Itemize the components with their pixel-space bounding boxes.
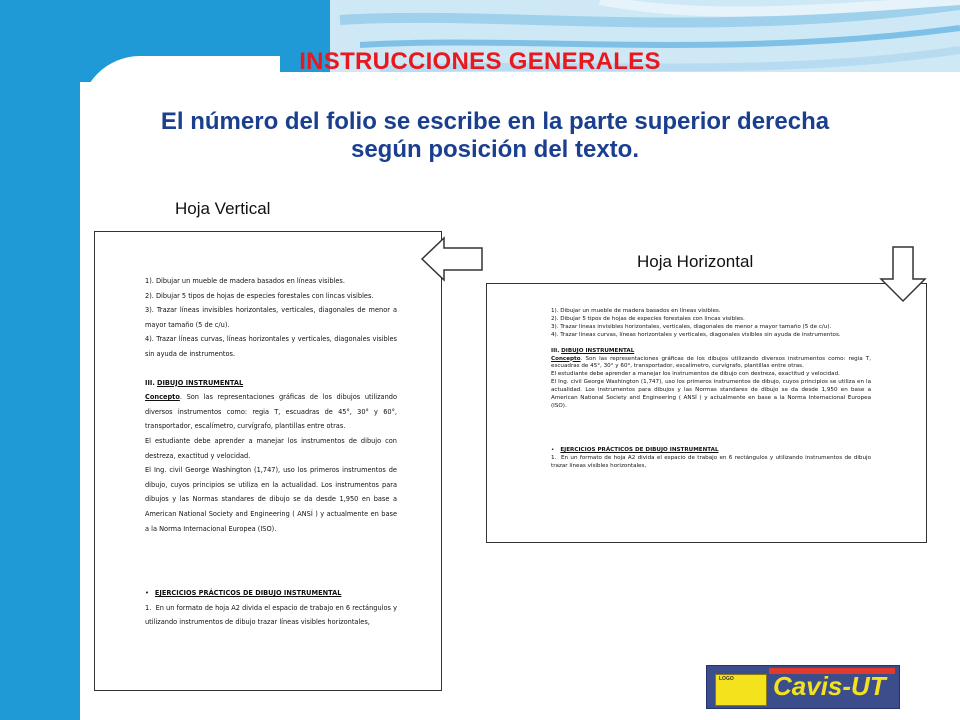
sheet-paragraph: El Ing. civil George Washington (1,747), uso los primeros instrumentos de dibujo, cuyos principios se utiliza en la actualidad. Los instrumentos para dibujos y las Normas standares de dibujo se da desde 1,950 en base a American National Society and Engineering ( ANSÍ ) y actualmente en base a la Norma Internacional Europea (ISO). xyxy=(551,379,871,409)
left-arrow-icon xyxy=(420,236,484,282)
sheet-item: 3). Trazar líneas invisibles horizontales, verticales, diagonales de menor a mayor tamaño (5 de c/u). xyxy=(551,323,832,330)
exercises-heading: • EJERCICIOS PRÁCTICOS DE DIBUJO INSTRUMENTAL xyxy=(551,447,871,455)
sheet-item: 3). Trazar líneas invisibles horizontales, verticales, diagonales de menor a mayor tamaño (5 de c/u). xyxy=(145,306,397,329)
page-subtitle xyxy=(80,108,910,164)
cavis-ut-logo xyxy=(706,665,900,709)
section-heading: III. DIBUJO INSTRUMENTAL xyxy=(551,347,635,354)
exercise-item: 1. En un formato de hoja A2 divida el espacio de trabajo en 6 rectángulos y utilizando instrumentos de dibujo trazar líneas visibles horizontales, xyxy=(145,603,397,627)
section-heading: III. DIBUJO INSTRUMENTAL xyxy=(145,378,244,387)
concept-paragraph: Concepto. Son las representaciones gráficas de los dibujos utilizando diversos instrumentos como: regia T, escuadras de 45°, 30° y 60°, transportador, escalímetro, curvígrafo, plantillas entre otras. xyxy=(145,393,397,431)
subtitle-line-1: El número del folio se escribe en la parte superior derecha xyxy=(160,108,830,135)
left-band xyxy=(0,0,80,720)
sheet-item: 4). Trazar líneas curvas, líneas horizontales y verticales, diagonales visibles sin ayuda de instrumentos. xyxy=(145,335,397,358)
down-arrow-icon xyxy=(879,245,927,303)
sheet-paragraph: El estudiante debe aprender a manejar los instrumentos de dibujo con destreza, exactitud y velocidad. xyxy=(551,371,840,378)
sheet-item: 1). Dibujar un mueble de madera basados en líneas visibles. xyxy=(551,308,721,314)
logo-emblem: LOGO xyxy=(715,674,767,706)
concept-paragraph: Concepto. Son las representaciones gráficas de los dibujos utilizando diversos instrumentos como: regia T, escuadras de 45°, 30° y 60°, transportador, escalímetro, curvígrafo, plantillas entre otras. xyxy=(551,355,871,370)
sheet-item: 1). Dibujar un mueble de madera basados en líneas visibles. xyxy=(145,277,345,285)
horizontal-sheet-text xyxy=(551,308,871,471)
page-title: INSTRUCCIONES GENERALES xyxy=(299,48,661,75)
vertical-sheet-text xyxy=(145,274,397,630)
sheet-paragraph: El Ing. civil George Washington (1,747), uso los primeros instrumentos de dibujo, cuyos principios se utiliza en la actualidad. Los instrumentos para dibujos y las Normas standares de dibujo se da desde 1,950 en base a American National Society and Engineering ( ANSÍ ) y actualmente en base a la Norma Internacional Europea (ISO). xyxy=(145,466,397,533)
exercises-heading: • EJERCICIOS PRÁCTICOS DE DIBUJO INSTRUMENTAL xyxy=(145,586,397,601)
label-horizontal-sheet: Hoja Horizontal xyxy=(637,252,754,271)
exercise-item: 1. En un formato de hoja A2 divida el espacio de trabajo en 6 rectángulos y utilizando instrumentos de dibujo trazar líneas visibles horizontales, xyxy=(551,454,871,469)
subtitle-line-2: según posición del texto. xyxy=(350,136,640,163)
logo-name: Cavis-UT xyxy=(773,671,886,701)
sheet-item: 2). Dibujar 5 tipos de hojas de especies forestales con lincas visibles. xyxy=(551,315,745,322)
horizontal-sheet xyxy=(486,283,927,543)
label-vertical-sheet: Hoja Vertical xyxy=(175,199,271,218)
content-card-top xyxy=(180,72,960,102)
sheet-item: 4). Trazar líneas curvas, líneas horizontales y verticales, diagonales visibles sin ayuda de instrumentos. xyxy=(551,331,841,338)
vertical-sheet xyxy=(94,231,442,691)
sheet-paragraph: El estudiante debe aprender a manejar los instrumentos de dibujo con destreza, exactitud y velocidad. xyxy=(145,436,397,460)
sheet-item: 2). Dibujar 5 tipos de hojas de especies forestales con lincas visibles. xyxy=(145,291,374,300)
